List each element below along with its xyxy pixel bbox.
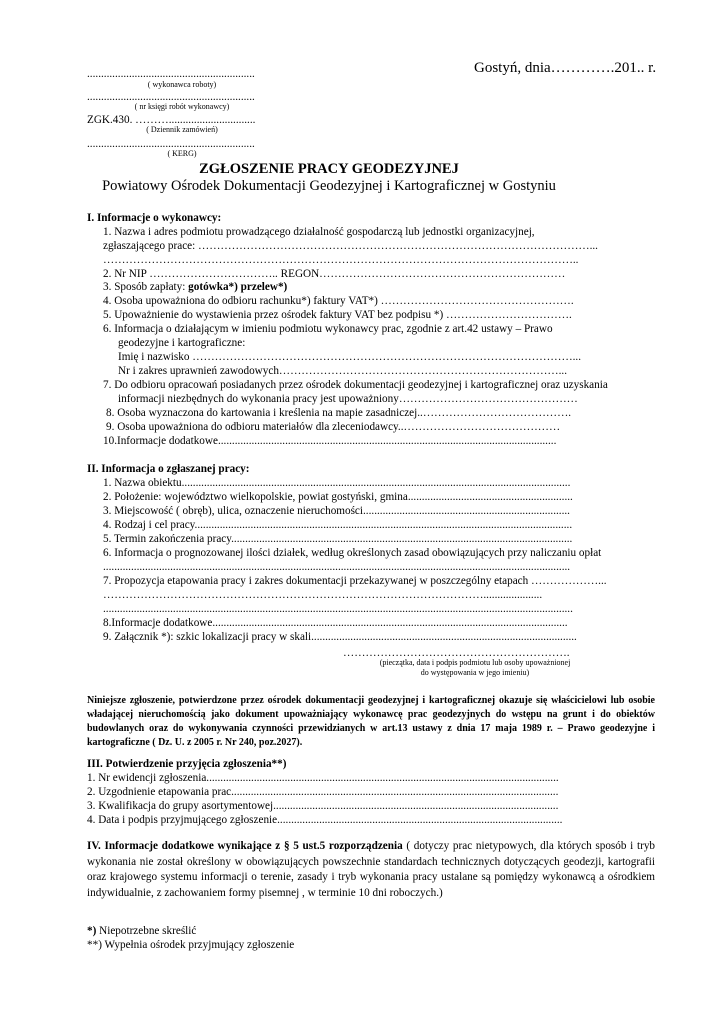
payment-method-options: gotówka*) przelew*) — [188, 281, 288, 293]
form-line: 9. Załącznik *): szkic lokalizacji pracy w skali............................................................................................... — [103, 631, 577, 643]
form-line: ....................................................................................................................................................................... — [103, 561, 571, 573]
payment-method-line — [103, 280, 287, 294]
footnote-mark: *) — [87, 925, 97, 937]
form-line: 10.Informacje dodatkowe......................................................................................................................... — [103, 435, 557, 447]
form-line: 2. Nr NIP …………………………….. REGON………………………………………………………… — [103, 268, 566, 280]
order-journal-field-line: ZGK.430. ………............................... — [87, 114, 256, 126]
form-line: informacji niezbędnych do wykonania pracy jest upoważniony………………………………………… — [118, 393, 578, 405]
document-title: ZGŁOSZENIE PRACY GEODEZYJNEJ — [199, 161, 459, 177]
form-line: geodezyjne i kartograficzne: — [118, 337, 246, 349]
form-line: 8.Informacje dodatkowe............................................................................................................................... — [103, 617, 568, 629]
form-line: 7. Propozycja etapowania pracy i zakres dokumentacji przekazywanej w poszczególny etapach ………………... — [103, 575, 607, 587]
contractor-field-caption: ( wykonawca roboty) — [147, 80, 217, 89]
section-text: ( dotyczy prac nietypowych, dla których sposób i tryb wykonania nie został określony w obowiązujących powszechnie standardach technicznych dotyczących geodezji, kartografii oraz krajowego systemu informacji o terenie, zasady i tryb wykonania pracy ustalane są pomiędzy wykonawcą a ośrodkiem indywidualnie, z zachowaniem formy pisemnej , w terminie 10 dni roboczych.) — [87, 840, 656, 899]
footnote — [87, 924, 196, 938]
form-line: 1. Nazwa i adres podmiotu prowadzącego działalność gospodarczą lub jednostki organizacyjnej, — [103, 226, 535, 238]
form-line: ........................................................................................................................................................................ — [103, 603, 573, 615]
place-date: Gostyń, dnia………….201.. r. — [474, 60, 657, 76]
form-line: 3. Miejscowość ( obręb), ulica, oznaczenie nieruchomości.......................................................................... — [103, 505, 570, 517]
payment-method-label: 3. Sposób zapłaty: — [103, 281, 189, 293]
order-journal-field-caption: ( Dziennik zamówień) — [146, 125, 218, 134]
form-line: 2. Położenie: województwo wielkopolskie, powiat gostyński, gmina........................................................... — [103, 491, 573, 503]
signature-caption: (pieczątka, data i podpis podmiotu lub osoby upoważnionej — [379, 658, 571, 667]
form-line: 4. Osoba upoważniona do odbioru rachunku*) faktury VAT*) ……………………………………………. — [103, 295, 574, 307]
footnote-mark: **) — [87, 939, 102, 951]
form-line: 3. Kwalifikacja do grupy asortymentowej...................................................................................................... — [87, 800, 559, 812]
form-line: 1. Nazwa obiektu........................................................................................................................................... — [103, 477, 571, 489]
form-line: 7. Do odbioru opracowań posiadanych przez ośrodek dokumentacji geodezyjnej i kartograficznej oraz uzyskania — [103, 379, 608, 391]
form-line: 9. Osoba upoważniona do odbioru materiałów dla zleceniodawcy..…………………………………… — [106, 421, 561, 433]
signature-caption: do występowania w jego imieniu) — [420, 668, 530, 677]
section-heading: I. Informacje o wykonawcy: — [87, 212, 222, 224]
form-line: …………………………………………………………………………………………..................... — [103, 589, 543, 601]
form-line: 6. Informacja o prognozowanej ilości działek, według określonych zasad obowiązujących przy naliczaniu opłat — [103, 547, 602, 559]
kerg-field-caption: ( KERG) — [167, 149, 197, 158]
contractor-field-line: ............................................................ — [87, 68, 255, 80]
form-line: zgłaszającego prace: ……………………………………………………………………………………………... — [103, 240, 598, 252]
kerg-field-line: ............................................................ — [87, 138, 255, 150]
footnote — [87, 938, 294, 952]
form-line: 8. Osoba wyznaczona do kartowania i kreślenia na mapie zasadniczej..…………………………………. — [106, 407, 572, 419]
form-line: 5. Termin zakończenia pracy.......................................................................................................................... — [103, 533, 573, 545]
form-line: 6. Informacja o działającym w imieniu podmiotu wykonawcy prac, zgodnie z art.42 ustawy – Prawo — [103, 323, 553, 335]
form-line: Imię i nazwisko …………………………………………………………………………………………... — [118, 351, 582, 363]
section-additional-info — [87, 839, 655, 901]
document-subtitle: Powiatowy Ośrodek Dokumentacji Geodezyjnej i Kartograficznej w Gostyniu — [102, 178, 556, 194]
works-book-field-line: ............................................................ — [87, 91, 255, 103]
form-line: 4. Data i podpis przyjmującego zgłoszenie...................................................................................................... — [87, 814, 563, 826]
footnote-text: Niepotrzebne skreślić — [96, 925, 197, 937]
form-line: 5. Upoważnienie do wystawienia przez ośrodek faktury VAT bez podpisu *) ……………………………. — [103, 309, 572, 321]
section-heading: III. Potwierdzenie przyjęcia zgłoszenia**) — [87, 758, 287, 770]
statement-paragraph: Niniejsze zgłoszenie, potwierdzone przez ośrodek dokumentacji geodezyjnej i kartograficznej okazuje się właścicielowi lub osobie władającej nieruchomością jako dokument upoważniający wykonawcę prac geodezyjnych do wstępu na grunt i do obiektów budowlanych oraz do wykonywania czynności przewidzianych w art.13 ustawy z dnia 17 maja 1989 r. – Prawo geodezyjne i kartograficzne ( Dz. U. z 2005 r. Nr 240, poz.2027). — [87, 695, 655, 748]
section-heading: II. Informacja o zgłaszanej pracy: — [87, 463, 250, 475]
form-line: 1. Nr ewidencji zgłoszenia.............................................................................................................................. — [87, 772, 559, 784]
signature-line: ……………………………………………………. — [343, 647, 570, 659]
section-heading: IV. Informacje dodatkowe wynikające z § 5 ust.5 rozporządzenia — [87, 840, 403, 852]
form-line: ……………………………………………………………………………………………………………….. — [103, 254, 579, 266]
works-book-field-caption: ( nr księgi robót wykonawcy) — [134, 102, 230, 111]
payment-method-text — [103, 281, 287, 293]
form-line: 2. Uzgodnienie etapowania prac..................................................................................................................... — [87, 786, 559, 798]
form-line: 4. Rodzaj i cel pracy....................................................................................................................................... — [103, 519, 573, 531]
footnote-text: Wypełnia ośrodek przyjmujący zgłoszenie — [101, 939, 295, 951]
form-line: Nr i zakres uprawnień zawodowych…………………………………………………………………... — [118, 365, 567, 377]
